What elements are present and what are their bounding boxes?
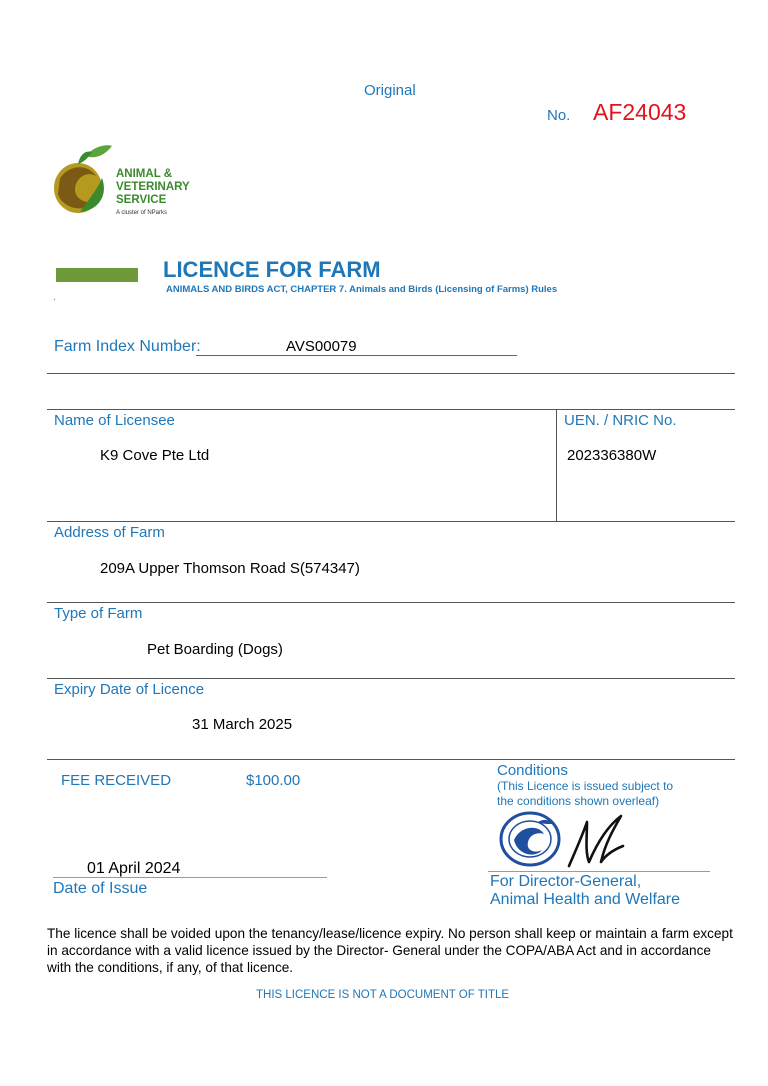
conditions-note-line-1: (This Licence is issued subject to: [497, 779, 674, 793]
farm-type-label: Type of Farm: [54, 605, 143, 622]
title-bar-accent: [56, 268, 138, 282]
logo-tagline: A cluster of NParks: [116, 210, 168, 216]
signatory-line-2: Animal Health and Welfare: [490, 891, 681, 908]
divider: [556, 409, 557, 521]
licence-number-prefix: No.: [547, 107, 571, 124]
farm-type-value: Pet Boarding (Dogs): [147, 641, 283, 658]
logo-line-1: ANIMAL &: [116, 168, 173, 180]
footer-disclaimer: THIS LICENCE IS NOT A DOCUMENT OF TITLE: [256, 989, 510, 1001]
issue-date-line: [53, 877, 327, 878]
logo-line-3: SERVICE: [116, 194, 167, 206]
address-value: 209A Upper Thomson Road S(574347): [100, 560, 360, 577]
title-dot: .: [53, 292, 56, 303]
divider: [47, 602, 735, 603]
licensee-label: Name of Licensee: [54, 412, 175, 429]
divider: [47, 373, 735, 374]
uen-label: UEN. / NRIC No.: [564, 412, 677, 429]
licensee-value: K9 Cove Pte Ltd: [100, 447, 210, 464]
signatory-line-1: For Director-General,: [490, 873, 642, 890]
signature-icon: [565, 812, 629, 870]
licence-number: AF24043: [593, 99, 687, 125]
divider: [47, 759, 735, 760]
fee-value: $100.00: [246, 772, 301, 789]
issue-date-label: Date of Issue: [53, 880, 148, 897]
page-subtitle: ANIMALS AND BIRDS ACT, CHAPTER 7. Animals and Birds (Licensing of Farms) Rules: [166, 284, 558, 295]
page-title: LICENCE FOR FARM: [163, 257, 381, 282]
expiry-value: 31 March 2025: [192, 716, 293, 733]
issue-date-value: 01 April 2024: [87, 860, 181, 877]
fee-label: FEE RECEIVED: [61, 772, 172, 789]
official-seal-icon: [498, 810, 562, 868]
avs-logo: [50, 142, 200, 222]
divider: [47, 521, 735, 522]
logo-line-2: VETERINARY: [116, 181, 190, 193]
address-label: Address of Farm: [54, 524, 165, 541]
farm-index-underline: [196, 355, 517, 356]
copy-label: Original: [364, 82, 416, 99]
farm-index-label: Farm Index Number:: [54, 338, 201, 355]
divider: [47, 409, 735, 410]
conditions-title: Conditions: [497, 762, 568, 779]
expiry-label: Expiry Date of Licence: [54, 681, 205, 698]
divider: [47, 678, 735, 679]
conditions-note-line-2: the conditions shown overleaf): [497, 794, 660, 808]
signature-line: [488, 871, 710, 872]
avs-logo-emblem-icon: [50, 142, 112, 216]
farm-index-value: AVS00079: [286, 338, 357, 355]
footer-notice: The licence shall be voided upon the tenancy/lease/licence expiry. No person shall keep or maintain a farm except in accordance with a valid licence issued by the Director- General under the COPA/ABA Act and in accordance with the conditions, if any, of that licence.: [47, 926, 733, 975]
uen-value: 202336380W: [567, 447, 657, 464]
